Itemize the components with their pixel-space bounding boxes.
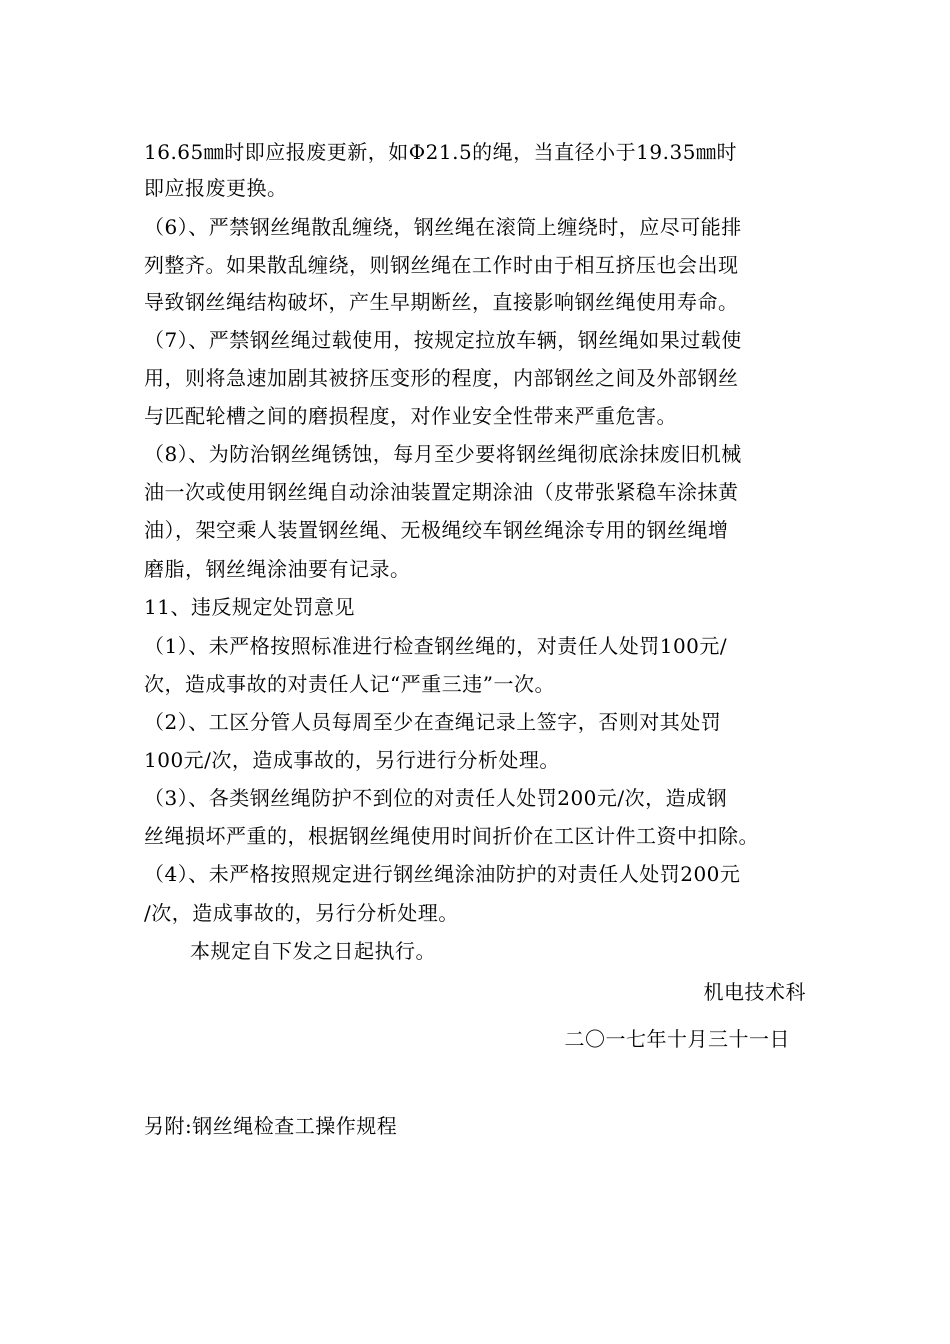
body-line: （3）、各类钢丝绳防护不到位的对责任人处罚200元/次，造成钢: [144, 786, 728, 810]
body-line: /次，造成事故的，另行分析处理。: [144, 901, 459, 925]
body-line: 油），架空乘人装置钢丝绳、无极绳绞车钢丝绳涂专用的钢丝绳增: [144, 518, 729, 542]
body-line: 磨脂，钢丝绳涂油要有记录。: [144, 557, 411, 581]
body-line: （8）、为防治钢丝绳锈蚀，每月至少要将钢丝绳彻底涂抹废旧机械: [144, 442, 742, 466]
body-line: 导致钢丝绳结构破坏，产生早期断丝，直接影响钢丝绳使用寿命。: [144, 290, 739, 314]
closing-statement: 本规定自下发之日起执行。: [190, 939, 436, 963]
body-line: （7）、严禁钢丝绳过载使用，按规定拉放车辆，钢丝绳如果过载使: [144, 328, 742, 352]
body-line: 油一次或使用钢丝绳自动涂油装置定期涂油（皮带张紧稳车涂抹黄: [144, 480, 739, 504]
body-line: 16.65㎜时即应报废更新，如Φ21.5的绳，当直径小于19.35㎜时: [144, 140, 737, 164]
body-line: 用，则将急速加剧其被挤压变形的程度，内部钢丝之间及外部钢丝: [144, 366, 739, 390]
body-line: 丝绳损坏严重的，根据钢丝绳使用时间折价在工区计件工资中扣除。: [144, 824, 759, 848]
body-line: （1）、未严格按照标准进行检查钢丝绳的，对责任人处罚100元/: [144, 634, 728, 658]
body-line: 即应报废更换。: [144, 176, 288, 200]
signature-department: 机电技术科: [703, 980, 806, 1004]
signature-date: 二〇一七年十月三十一日: [564, 1027, 790, 1051]
section-heading: 11、违反规定处罚意见: [144, 595, 355, 619]
body-line: 100元/次，造成事故的，另行进行分析处理。: [144, 748, 560, 772]
body-line: （2）、工区分管人员每周至少在查绳记录上签字，否则对其处罚: [144, 710, 722, 734]
body-line: 次，造成事故的对责任人记“严重三违”一次。: [144, 672, 555, 696]
appendix-note: 另附:钢丝绳检查工操作规程: [144, 1114, 398, 1138]
body-line: （6）、严禁钢丝绳散乱缠绕，钢丝绳在滚筒上缠绕时，应尽可能排: [144, 215, 742, 239]
body-line: 与匹配轮槽之间的磨损程度，对作业安全性带来严重危害。: [144, 404, 677, 428]
body-line: （4）、未严格按照规定进行钢丝绳涂油防护的对责任人处罚200元: [144, 862, 741, 886]
body-line: 列整齐。如果散乱缠绕，则钢丝绳在工作时由于相互挤压也会出现: [144, 253, 739, 277]
